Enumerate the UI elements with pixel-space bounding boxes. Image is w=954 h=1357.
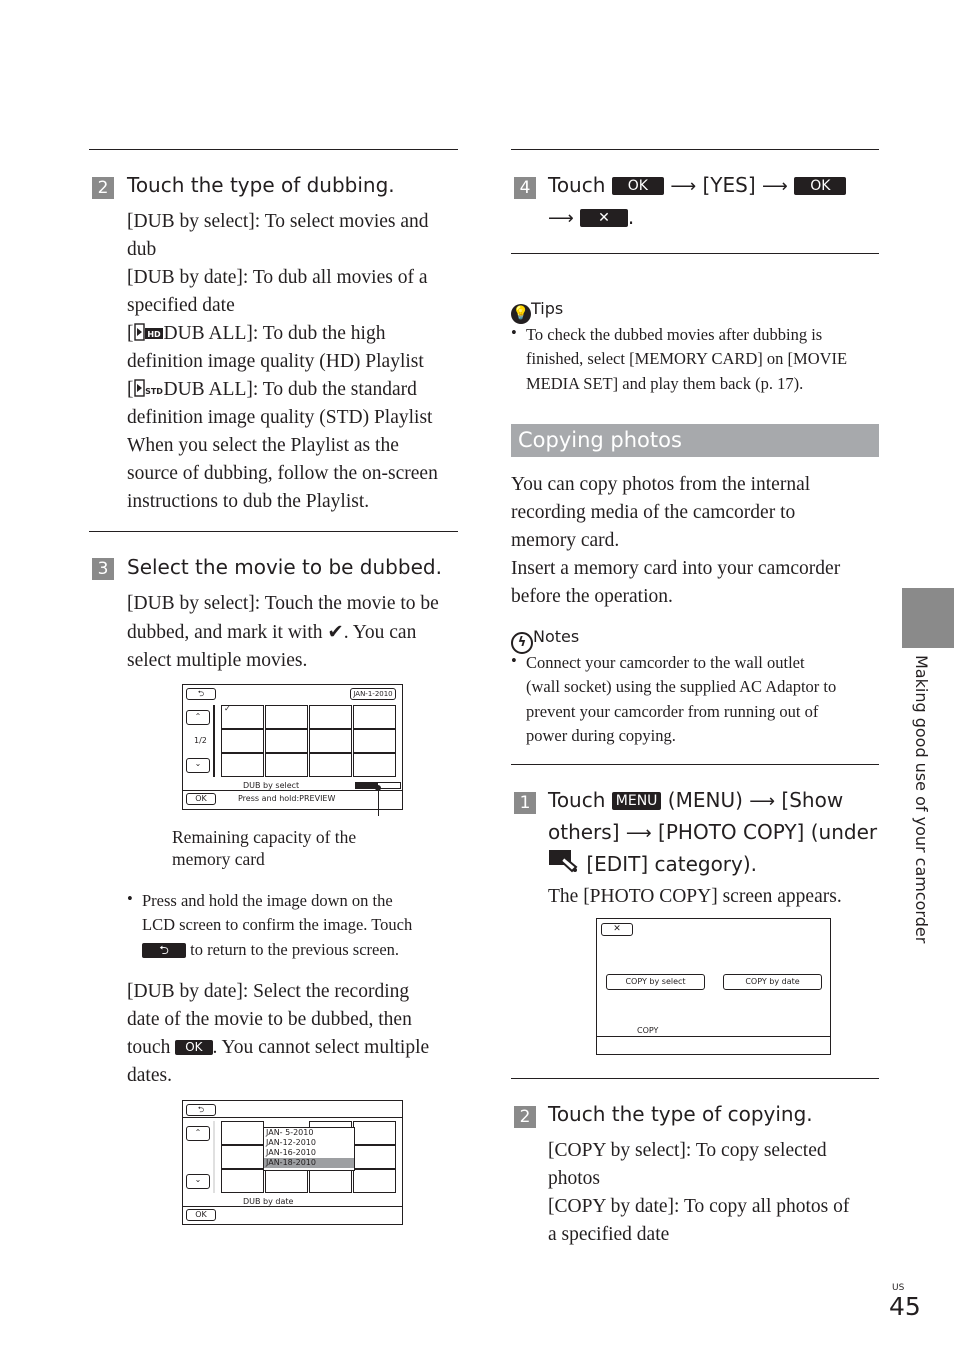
scroll-bar[interactable] bbox=[213, 1121, 215, 1193]
text-line: select multiple movies. bbox=[127, 650, 308, 671]
capacity-caption bbox=[172, 826, 356, 870]
close-button[interactable]: ✕ bbox=[601, 923, 633, 936]
text-line: photos bbox=[548, 1168, 601, 1189]
arrow-icon: ⟶ bbox=[670, 176, 697, 197]
std-playlist-icon bbox=[134, 378, 164, 396]
arrow-icon: ⟶ bbox=[548, 208, 574, 229]
text-line: dates. bbox=[127, 1065, 172, 1086]
thumbnail-cell[interactable] bbox=[309, 729, 352, 753]
bullet-dot: • bbox=[127, 889, 133, 908]
thumbnail-cell[interactable] bbox=[265, 1169, 308, 1193]
date-item[interactable]: JAN-12-2010 bbox=[266, 1138, 316, 1147]
page-number: 45 bbox=[889, 1292, 921, 1321]
step-number-2-copy: 2 bbox=[514, 1106, 536, 1128]
text-line: [DUB by date]: To dub all movies of a bbox=[127, 267, 428, 288]
notes-header: ϟ Notes bbox=[511, 627, 579, 654]
text-line: date of the movie to be dubbed, then bbox=[127, 1009, 412, 1030]
page-indicator: 1/2 bbox=[194, 736, 207, 745]
hd-playlist-icon bbox=[134, 322, 164, 340]
text-line: recording media of the camcorder to bbox=[511, 502, 796, 523]
bullet-dot: • bbox=[511, 323, 517, 342]
date-item-selected[interactable]: JAN-18-2010 bbox=[264, 1158, 354, 1168]
lightbulb-icon: 💡 bbox=[511, 304, 531, 324]
thumbnail-cell[interactable] bbox=[221, 705, 264, 729]
checkmark-icon: ✓ bbox=[224, 704, 231, 713]
dub-by-date-screen bbox=[182, 1100, 403, 1225]
svg-text:STD: STD bbox=[144, 387, 163, 396]
right-rule-2 bbox=[511, 253, 879, 254]
step-number-1: 1 bbox=[514, 792, 536, 814]
text-line: a specified date bbox=[548, 1224, 670, 1245]
thumbnail-cell[interactable] bbox=[309, 1169, 352, 1193]
preview-bullet bbox=[142, 889, 462, 962]
return-button[interactable] bbox=[186, 1104, 216, 1116]
thumbnail-cell[interactable] bbox=[221, 1121, 264, 1145]
scroll-down-button[interactable] bbox=[186, 1174, 210, 1189]
by-date-body bbox=[127, 978, 467, 1090]
return-icon: ⮌ bbox=[197, 689, 205, 698]
screen-mode-label: DUB by select bbox=[243, 781, 300, 790]
footer-divider bbox=[183, 1206, 402, 1207]
text-line: touch OK . You cannot select multiple bbox=[127, 1037, 430, 1058]
page-region: US bbox=[892, 1283, 905, 1293]
chevron-down-icon: ⌄ bbox=[194, 759, 202, 768]
text-line: source of dubbing, follow the on-screen bbox=[127, 463, 438, 484]
thumbnail-cell[interactable] bbox=[265, 729, 308, 753]
preview-hint: Press and hold:PREVIEW bbox=[238, 794, 336, 803]
text-line: finished, select [MEMORY CARD] on [MOVIE bbox=[526, 349, 848, 369]
return-icon: ⮌ bbox=[197, 1105, 205, 1114]
thumbnail-cell[interactable] bbox=[353, 705, 396, 729]
ok-icon: OK bbox=[612, 177, 664, 195]
step1-line-2: others] ⟶ [PHOTO COPY] (under bbox=[548, 820, 878, 844]
thumbnail-cell[interactable] bbox=[221, 753, 264, 777]
text-line: specified date bbox=[127, 295, 235, 316]
arrow-icon: ⟶ bbox=[762, 176, 788, 197]
text-line: ⮌ to return to the previous screen. bbox=[142, 938, 462, 962]
scroll-up-button[interactable] bbox=[186, 1126, 210, 1141]
arrow-icon: ⟶ bbox=[749, 791, 776, 812]
scroll-up-button[interactable] bbox=[186, 710, 210, 725]
side-tab-label: Making good use of your camcorder bbox=[912, 655, 931, 944]
step-title-dubbing: Touch the type of dubbing. bbox=[127, 173, 395, 197]
bullet-dot: • bbox=[511, 651, 517, 670]
text-line: [DUB by select]: Touch the movie to be bbox=[127, 593, 439, 614]
text-line: LCD screen to confirm the image. Touch bbox=[142, 915, 413, 935]
step-number-4: 4 bbox=[514, 177, 536, 199]
ok-icon: OK bbox=[175, 1040, 212, 1055]
text-line: [DUB by date]: Select the recording bbox=[127, 981, 410, 1002]
text-line: To check the dubbed movies after dubbing is bbox=[526, 325, 823, 344]
thumbnail-cell[interactable] bbox=[353, 1121, 396, 1145]
side-tab-block bbox=[902, 588, 954, 648]
copy-by-date-button[interactable]: COPY by date bbox=[723, 974, 822, 990]
section-title: Copying photos bbox=[518, 428, 682, 452]
thumbnail-cell[interactable] bbox=[353, 729, 396, 753]
text-line: [COPY by select]: To copy selected bbox=[548, 1140, 827, 1161]
chevron-up-icon: ⌃ bbox=[194, 712, 202, 721]
thumbnail-cell[interactable] bbox=[353, 1169, 396, 1193]
step1-line-1: Touch MENU (MENU) ⟶ [Show bbox=[548, 788, 844, 812]
footer-divider bbox=[597, 1036, 830, 1037]
step3-body bbox=[127, 590, 467, 675]
text-line: power during copying. bbox=[526, 726, 676, 746]
step4-line-1: Touch OK ⟶ [YES] ⟶ OK bbox=[548, 170, 878, 202]
text-line: memory card. bbox=[511, 530, 620, 551]
checkmark-icon: ✔ bbox=[327, 620, 344, 643]
step1-line-3: [EDIT] category). bbox=[548, 849, 888, 879]
text-line: Insert a memory card into your camcorder bbox=[511, 558, 841, 579]
text-line: dubbed, and mark it with ✔. You can bbox=[127, 620, 417, 643]
step4-instruction bbox=[548, 170, 878, 234]
thumbnail-cell[interactable] bbox=[353, 753, 396, 777]
tips-text bbox=[526, 323, 881, 396]
right-rule-4 bbox=[511, 1078, 879, 1079]
text-line: before the operation. bbox=[511, 586, 673, 607]
chevron-up-icon: ⌃ bbox=[194, 1128, 202, 1137]
step1-result: The [PHOTO COPY] screen appears. bbox=[548, 886, 842, 907]
arrow-icon: ⟶ bbox=[625, 823, 652, 844]
header-divider bbox=[183, 1117, 402, 1118]
step2-body bbox=[127, 208, 467, 516]
left-mid-rule bbox=[89, 531, 458, 532]
text-line: [DUB by select]: To select movies and bbox=[127, 211, 429, 232]
menu-icon: MENU bbox=[612, 792, 662, 810]
text-line: You can copy photos from the internal bbox=[511, 474, 811, 495]
thumbnail-cell[interactable] bbox=[353, 1145, 396, 1169]
thumbnail-cell[interactable] bbox=[309, 705, 352, 729]
text-line: Connect your camcorder to the wall outlet bbox=[526, 653, 805, 672]
copy-step2-body bbox=[548, 1137, 888, 1249]
svg-text:HD: HD bbox=[146, 330, 161, 339]
ok-button[interactable]: OK bbox=[186, 1209, 216, 1221]
date-list[interactable] bbox=[263, 1127, 355, 1171]
ok-button[interactable]: OK bbox=[186, 793, 216, 805]
step-title-select-movie: Select the movie to be dubbed. bbox=[127, 555, 442, 579]
text-line: When you select the Playlist as the bbox=[127, 435, 399, 456]
return-button[interactable] bbox=[186, 688, 216, 700]
thumbnail-cell[interactable] bbox=[309, 753, 352, 777]
scroll-bar[interactable] bbox=[213, 705, 215, 777]
text-line: (wall socket) using the supplied AC Adaptor to bbox=[526, 677, 837, 697]
text-line: MEDIA SET] and play them back (p. 17). bbox=[526, 373, 804, 393]
date-display[interactable]: JAN-1-2010 bbox=[350, 688, 396, 700]
text-line: Remaining capacity of the bbox=[172, 827, 357, 847]
right-rule-3 bbox=[511, 764, 879, 765]
chevron-down-icon: ⌄ bbox=[194, 1175, 202, 1184]
thumbnail-cell[interactable] bbox=[221, 1169, 264, 1193]
text-line: definition image quality (HD) Playlist bbox=[127, 351, 424, 372]
ok-icon: OK bbox=[794, 177, 846, 195]
footer-divider bbox=[183, 790, 402, 791]
copy-by-select-button[interactable]: COPY by select bbox=[606, 974, 705, 990]
screen-mode-label: DUB by date bbox=[243, 1197, 294, 1206]
dub-by-select-screen bbox=[182, 684, 403, 810]
callout-line bbox=[378, 788, 379, 816]
text-line: definition image quality (STD) Playlist bbox=[127, 407, 433, 428]
scroll-down-button[interactable] bbox=[186, 758, 210, 773]
text-line: [ STD DUB ALL]: To dub the standard bbox=[127, 379, 417, 400]
edit-category-icon bbox=[548, 849, 580, 873]
callout-dot bbox=[375, 785, 381, 791]
text-line: [ HD DUB ALL]: To dub the high bbox=[127, 323, 386, 344]
step-number-2: 2 bbox=[92, 177, 114, 199]
right-top-rule bbox=[511, 149, 879, 150]
text-line: [COPY by date]: To copy all photos of bbox=[548, 1196, 850, 1217]
return-icon: ⮌ bbox=[142, 943, 186, 958]
text-line: memory card bbox=[172, 849, 265, 869]
screen-mode-label: COPY bbox=[637, 1026, 659, 1035]
date-item[interactable]: JAN-16-2010 bbox=[266, 1148, 316, 1157]
thumbnail-cell[interactable] bbox=[221, 729, 264, 753]
step-number-3: 3 bbox=[92, 558, 114, 580]
date-item[interactable]: JAN- 5-2010 bbox=[266, 1128, 314, 1137]
step1-instruction bbox=[548, 785, 888, 879]
thumbnail-cell[interactable] bbox=[265, 753, 308, 777]
text-line: instructions to dub the Playlist. bbox=[127, 491, 370, 512]
text-line: Press and hold the image down on the bbox=[142, 891, 393, 910]
thumbnail-cell[interactable] bbox=[221, 1145, 264, 1169]
thumbnail-cell[interactable] bbox=[265, 705, 308, 729]
close-icon: ✕ bbox=[580, 209, 628, 227]
notes-icon: ϟ bbox=[511, 632, 533, 654]
text-line: dub bbox=[127, 239, 157, 260]
step-title-copying: Touch the type of copying. bbox=[548, 1102, 813, 1126]
photo-copy-screen bbox=[596, 918, 831, 1055]
tips-header: 💡 Tips bbox=[511, 299, 563, 324]
copy-intro bbox=[511, 471, 881, 611]
text-line: prevent your camcorder from running out of bbox=[526, 701, 819, 721]
notes-text bbox=[526, 651, 881, 749]
left-top-rule bbox=[89, 149, 458, 150]
step4-line-2: ⟶ ✕ . bbox=[548, 205, 635, 229]
section-banner bbox=[511, 424, 879, 457]
